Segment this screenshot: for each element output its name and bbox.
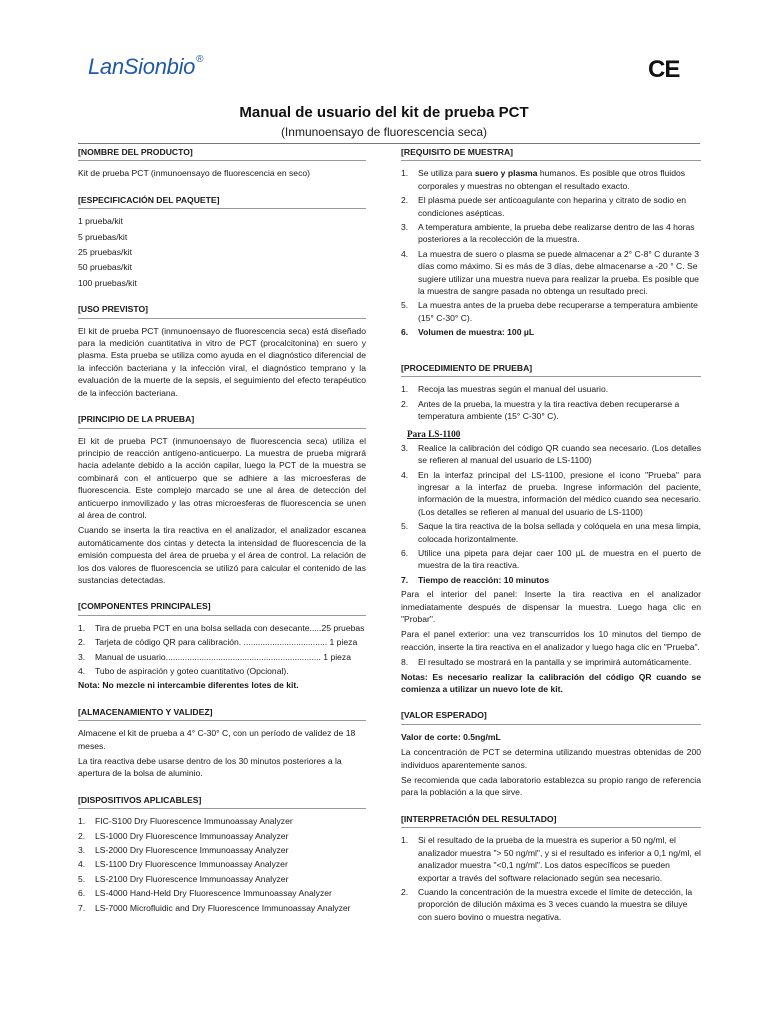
devices-list [78, 815, 366, 914]
storage-paragraph-1: Almacene el kit de prueba a 4° C-30° C, con un período de validez de 18 meses. [78, 728, 356, 751]
section-sample-requirements [401, 146, 701, 339]
section-expected-value [401, 709, 701, 798]
list-number: 3. [78, 845, 86, 856]
list-number: 6. [401, 547, 409, 558]
ce-mark-icon: CE [648, 56, 680, 83]
section-applicable-devices [78, 794, 366, 914]
list-item [401, 248, 701, 298]
list-item [401, 469, 701, 519]
list-number: 1. [401, 168, 409, 179]
logo-text: LanSionbio [88, 54, 196, 79]
document-title: Manual de usuario del kit de prueba PCT [239, 104, 529, 121]
list-item [401, 326, 701, 338]
list-number: 2. [401, 398, 409, 409]
procedure-list-c [401, 656, 701, 668]
list-text: Saque la tira reactiva de la bolsa sellada y colóquela en una mesa limpia, colocada horizontalmente. [418, 521, 701, 544]
company-logo [88, 54, 203, 80]
section-test-procedure [401, 362, 701, 696]
intended-use-text: El kit de prueba PCT (inmunoensayo de fluorescencia seca) está diseñado para la medición cuantitativa in vitro de PCT (procalcitonina) en suero y plasma. Esta prueba se utiliza como ayuda en el diagnóstico diferencial de la infección bacteriana y la infección viral, el diagnóstico temprano y la evaluación de la muerte de la sepsis, el seguimiento del efecto terapéutico de la infección bacteriana. [78, 325, 366, 398]
section-result-interpretation [401, 813, 701, 923]
section-package-spec [78, 194, 366, 289]
components-note: Nota: No mezcle ni intercambie diferentes lotes de kit. [78, 680, 299, 691]
list-text: LS-2000 Dry Fluorescence Immunoassay Analyzer [95, 845, 289, 856]
list-text: Recoja las muestras según el manual del usuario. [418, 384, 609, 395]
list-text: LS-1000 Dry Fluorescence Immunoassay Analyzer [95, 830, 289, 841]
list-item [78, 902, 366, 914]
list-item [401, 167, 701, 192]
list-number: 4. [78, 666, 86, 676]
list-text-bold: suero y plasma [474, 168, 538, 179]
package-item: 100 pruebas/kit [78, 277, 137, 288]
section-heading: [INTERPRETACIÓN DEL RESULTADO] [401, 813, 701, 828]
section-heading: [ALMACENAMIENTO Y VALIDEZ] [78, 706, 366, 721]
left-column [78, 146, 366, 928]
list-item [78, 636, 366, 648]
procedure-outer-panel-text: Para el panel exterior: una vez transcurridos los 10 minutos del tiempo de reacción, inserte la tira reactiva en el analizador y luego haga clic en "Prueba". [401, 629, 701, 652]
list-number: 6. [78, 888, 86, 899]
list-text: Tubo de aspiración y goteo cuantitativo (Opcional). [95, 666, 289, 676]
list-number: 1. [401, 384, 409, 395]
list-number: 7. [401, 574, 409, 585]
list-item [78, 844, 366, 856]
section-heading: [PRINCIPIO DE LA PRUEBA] [78, 413, 366, 428]
list-number: 2. [401, 886, 409, 897]
list-item [78, 815, 366, 827]
list-number: 2. [78, 830, 86, 841]
list-text: humanos. Es posible que otros fluidos corporales y muestras no obtengan el resultado exacto. [418, 168, 686, 191]
list-item [78, 887, 366, 899]
section-storage-validity [78, 706, 366, 780]
list-number: 4. [78, 859, 86, 870]
interpretation-list [401, 834, 701, 923]
list-text: LS-2100 Dry Fluorescence Immunoassay Analyzer [95, 873, 289, 884]
section-heading: [NOMBRE DEL PRODUCTO] [78, 146, 366, 161]
list-text: Antes de la prueba, la muestra y la tira reactiva deben recuperarse a temperatura ambiente (15° C-30° C). [418, 398, 680, 421]
list-number: 5. [401, 521, 409, 532]
expected-paragraph-1: La concentración de PCT se determina utilizando muestras obtenidas de 200 individuos aparentemente sanos. [401, 747, 701, 770]
section-product-name [78, 146, 366, 180]
document-subtitle: (Inmunoensayo de fluorescencia seca) [280, 125, 488, 139]
product-name-text: Kit de prueba PCT (inmunoensayo de fluorescencia en seco) [78, 168, 311, 179]
section-heading: [VALOR ESPERADO] [401, 709, 701, 724]
list-text: A temperatura ambiente, la prueba debe realizarse dentro de las 4 horas posteriores a la recolección de la muestra. [418, 222, 695, 245]
list-item [401, 574, 701, 586]
right-column [401, 146, 701, 937]
list-number: 2. [78, 637, 86, 648]
list-number: 7. [78, 902, 86, 913]
cutoff-value: Valor de corte: 0.5ng/mL [401, 731, 501, 742]
principle-paragraph-2: Cuando se inserta la tira reactiva en el analizador, el analizador escanea automáticamente dos cintas y detecta la intensidad de fluorescencia de la emisión compuesta del área de prueba y el área de control. La relación de los dos valores de fluorescencia se utilizó para calcular el contenido de las sustancias detectadas. [78, 525, 366, 585]
section-test-principle [78, 413, 366, 586]
para-ls-1100-heading: Para LS-1100 [407, 429, 461, 440]
list-item [401, 886, 701, 923]
list-number: 2. [401, 195, 409, 206]
list-text: Volumen de muestra: 100 µL [418, 327, 535, 338]
list-text: En la interfaz principal del LS-1100, presione el icono "Prueba" para ingresar a la interfaz de prueba. Ingrese información del paciente, información de la muestra, información del médico cuando sea necesario. (Los detalles se refieren al manual del usuario de LS-1100) [418, 469, 701, 517]
list-text: LS-1100 Dry Fluorescence Immunoassay Analyzer [95, 859, 288, 870]
list-number: 4. [401, 469, 409, 480]
package-item: 1 prueba/kit [78, 216, 123, 227]
list-item [401, 221, 701, 246]
section-heading: [COMPONENTES PRINCIPALES] [78, 600, 366, 615]
package-item: 5 pruebas/kit [78, 231, 128, 242]
list-number: 1. [78, 816, 86, 827]
procedure-inner-panel-text: Para el interior del panel: Inserte la tira reactiva en el analizador inmediatamente después de dispensar la muestra. Luego haga clic en "Probar". [401, 589, 701, 624]
registered-mark: ® [196, 54, 204, 65]
list-number: 4. [401, 248, 409, 259]
list-text: Tarjeta de código QR para calibración. ................................... 1 pieza [95, 637, 358, 648]
list-text: LS-4000 Hand-Held Dry Fluorescence Immunoassay Analyzer [95, 888, 332, 899]
list-text: Manual de usuario................................................................. 1 pieza [95, 651, 351, 662]
list-text: Tiempo de reacción: 10 minutos [418, 574, 550, 585]
section-heading: [PROCEDIMIENTO DE PRUEBA] [401, 362, 701, 377]
list-number: 8. [401, 657, 409, 668]
list-item [401, 383, 701, 395]
list-text: FIC-S100 Dry Fluorescence Immunoassay Analyzer [95, 816, 293, 827]
list-item [78, 651, 366, 663]
list-number: 6. [401, 327, 409, 338]
title-divider [78, 143, 700, 144]
list-item [401, 656, 701, 668]
list-text: Tira de prueba PCT en una bolsa sellada con desecante.....25 pruebas [95, 622, 365, 633]
list-number: 1. [78, 622, 86, 633]
section-heading: [ESPECIFICACIÓN DEL PAQUETE] [78, 194, 366, 209]
list-item [78, 873, 366, 885]
section-main-components [78, 600, 366, 691]
section-heading: [USO PREVISTO] [78, 303, 366, 318]
list-number: 5. [401, 300, 409, 311]
list-number: 5. [78, 873, 86, 884]
procedure-note: Notas: Es necesario realizar la calibración del código QR cuando se comienza a utilizar un nuevo lote de kit. [401, 671, 701, 695]
list-item [401, 834, 701, 884]
list-text: Se utiliza para [418, 168, 475, 179]
sample-list [401, 167, 701, 338]
list-item [78, 622, 366, 634]
list-item [401, 194, 701, 219]
expected-paragraph-2: Se recomienda que cada laboratorio establezca su propio rango de referencia para la población a la que sirve. [401, 775, 701, 798]
procedure-list-a [401, 383, 701, 422]
list-number: 3. [401, 442, 409, 453]
list-text: Utilice una pipeta para dejar caer 100 µL de muestra en el puerto de muestra de la tira reactiva. [418, 547, 701, 571]
list-text: Realice la calibración del código QR cuando sea necesario. (Los detalles se refieren al manual del usuario de LS-1100) [418, 442, 701, 466]
package-item: 50 pruebas/kit [78, 262, 132, 273]
section-heading: [REQUISITO DE MUESTRA] [401, 146, 701, 161]
list-item [401, 547, 701, 572]
list-text: LS-7000 Microfluidic and Dry Fluorescence Immunoassay Analyzer [95, 902, 351, 913]
list-item [78, 858, 366, 870]
list-text: El plasma puede ser anticoagulante con heparina y citrato de sodio en condiciones asépticas. [418, 195, 687, 218]
list-number: 3. [78, 651, 86, 662]
list-number: 1. [401, 835, 409, 846]
list-item [401, 520, 701, 545]
procedure-list-b [401, 442, 701, 586]
list-number: 3. [401, 222, 409, 233]
principle-paragraph-1: El kit de prueba PCT (inmunoensayo de fluorescencia seca) utiliza el principio de reacción antígeno-anticuerpo. La muestra de prueba migrará hacia adelante debido a la acción capilar, luego la PCT de la muestra se combinará con el anticuerpo que se adhiere a las microesferas de fluorescencia. Este complejo marcado se une al área de detección del anticuerpo inmovilizado y las otras microesferas de fluorescencia se unen al área de control. [78, 435, 366, 520]
components-list [78, 622, 366, 678]
section-intended-use [78, 303, 366, 399]
storage-paragraph-2: La tira reactiva debe usarse dentro de los 30 minutos posteriores a la apertura de la bolsa de aluminio. [78, 756, 342, 779]
list-item [401, 398, 701, 423]
list-item [401, 442, 701, 467]
section-heading: [DISPOSITIVOS APLICABLES] [78, 794, 366, 809]
list-text: La muestra antes de la prueba debe recuperarse a temperatura ambiente (15° C-30° C). [418, 300, 698, 323]
list-item [78, 665, 366, 677]
list-text: Si el resultado de la prueba de la muestra es superior a 50 ng/ml, el analizador muestra "> 50 ng/ml", y si el resultado es inferior a 0,1 ng/ml, el analizador muestra "<0,1 ng/ml". Los datos específicos se pueden exportar a través del software relacionado según sea necesario. [418, 835, 701, 883]
list-text: Cuando la concentración de la muestra excede el límite de detección, la proporción de dilución máxima es 3 veces cuando la muestra se diluye con suero bovino o muestra negativa. [418, 886, 693, 922]
list-item [401, 299, 701, 324]
list-text: El resultado se mostrará en la pantalla y se imprimirá automáticamente. [418, 657, 692, 668]
package-item: 25 pruebas/kit [78, 247, 132, 258]
list-item [78, 830, 366, 842]
list-text: La muestra de suero o plasma se puede almacenar a 2° C-8° C durante 3 días como máximo. Si es más de 3 días, debe almacenarse a -20 ° C. Se sugiere utilizar una muestra nueva para realizar la prueba. Es posible que la muestra de sangre pasada no obtenga un resultado preci. [418, 248, 700, 297]
